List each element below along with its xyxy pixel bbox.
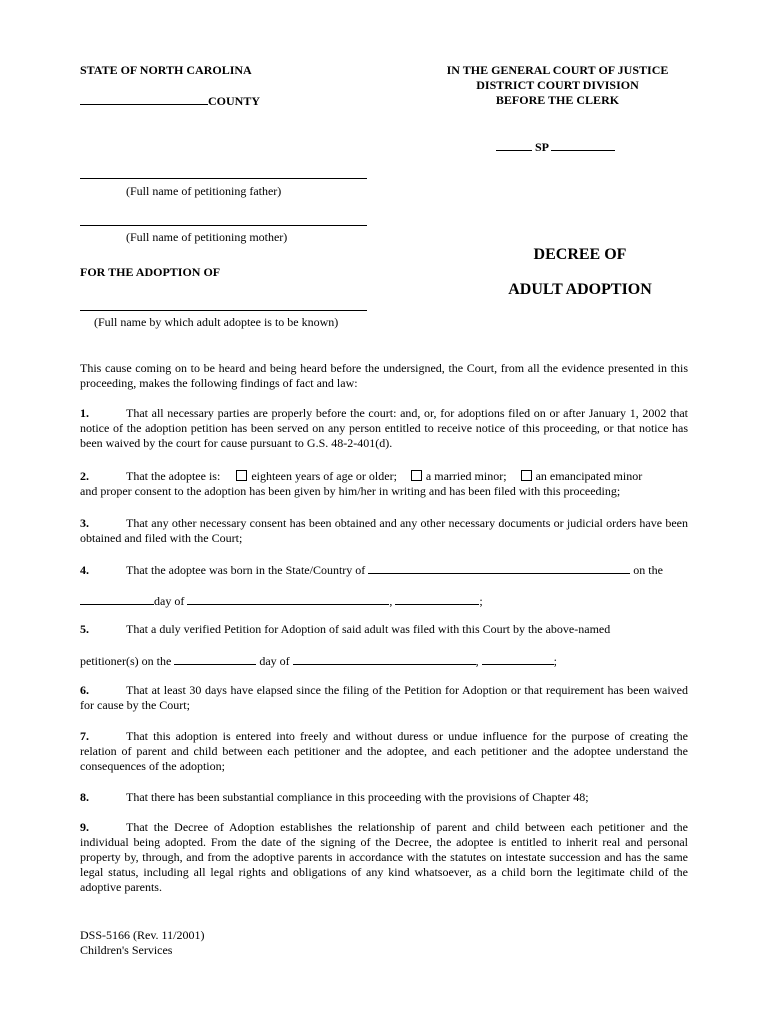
- sp-label: SP: [535, 140, 549, 154]
- decree-title-line1: DECREE OF: [533, 246, 627, 263]
- birth-day-blank[interactable]: [80, 593, 154, 605]
- form-number: DSS-5166 (Rev. 11/2001): [80, 928, 205, 942]
- intro-paragraph: This cause coming on to be heard and being heard before the undersigned, the Court, from all the evidence presented in this proceeding, makes the following findings of fact and law:: [80, 361, 688, 390]
- state-heading: STATE OF NORTH CAROLINA: [80, 63, 252, 77]
- adoptee-name-field[interactable]: [80, 298, 367, 311]
- finding-9-number: 9.: [80, 820, 89, 834]
- finding-8-number: 8.: [80, 790, 89, 804]
- finding-1-text: That all necessary parties are properly before the court: and, or, for adoptions filed on or after January 1, 2002 that notice of the adoption petition has been served on any person entitled to receive notice of this proceeding, or that notice has been waived by the court for cause pursuant to G.S. 48-2-401(d).: [80, 406, 688, 450]
- finding-5-date-line: petitioner(s) on the day of , ;: [80, 654, 557, 668]
- finding-6-number: 6.: [80, 683, 89, 697]
- finding-4: [80, 562, 688, 578]
- finding-5: [80, 622, 688, 637]
- finding-3-text: That any other necessary consent has been obtained and any other necessary documents or judicial orders have been obtained and filed with the Court;: [80, 516, 688, 545]
- sp-number-line: [496, 139, 615, 155]
- father-name-field[interactable]: [80, 166, 367, 179]
- department-name: Children's Services: [80, 943, 173, 957]
- finding-7: [80, 729, 688, 774]
- finding-2-lead: That the adoptee is:: [126, 469, 221, 483]
- court-line-1: IN THE GENERAL COURT OF JUSTICE: [446, 63, 669, 77]
- checkbox-eighteen-or-older[interactable]: [236, 470, 247, 481]
- finding-2-number: 2.: [80, 469, 89, 483]
- option-married-minor-label: a married minor;: [425, 469, 507, 483]
- court-line-2: DISTRICT COURT DIVISION: [476, 78, 639, 92]
- finding-5-petitioner: petitioner(s) on the: [80, 654, 172, 668]
- decree-title-line2: ADULT ADOPTION: [508, 281, 652, 298]
- finding-2: [80, 469, 688, 499]
- finding-8-text: That there has been substantial compliance in this proceeding with the provisions of Chapter 48;: [126, 790, 589, 804]
- court-line-3: BEFORE THE CLERK: [495, 93, 620, 107]
- adoptee-name-label: (Full name by which adult adoptee is to be known): [94, 315, 339, 329]
- county-line: [80, 93, 260, 109]
- county-label: COUNTY: [208, 94, 261, 108]
- option-emancipated-label: an emancipated minor: [535, 469, 643, 483]
- court-heading: [430, 63, 685, 108]
- finding-7-text: That this adoption is entered into freely and without duress or undue influence for the purpose of creating the relation of parent and child between each petitioner and the adoptee, and each petitioner and the adoptee understand the consequences of the adoption;: [80, 729, 688, 773]
- option-eighteen-label: eighteen years of age or older;: [251, 469, 397, 483]
- checkbox-married-minor[interactable]: [411, 470, 422, 481]
- birth-year-blank[interactable]: [395, 593, 479, 605]
- finding-5-number: 5.: [80, 622, 89, 636]
- sp-prefix-blank[interactable]: [496, 139, 532, 151]
- birth-state-country-blank[interactable]: [368, 562, 630, 574]
- form-footer: [80, 928, 204, 958]
- finding-5-text: That a duly verified Petition for Adoption of said adult was filed with this Court by the above-named: [126, 622, 611, 636]
- adoption-of-heading: FOR THE ADOPTION OF: [80, 265, 221, 279]
- finding-4-on-the: on the: [633, 563, 663, 577]
- petition-month-blank[interactable]: [293, 653, 476, 665]
- checkbox-emancipated-minor[interactable]: [521, 470, 532, 481]
- finding-4-text: That the adoptee was born in the State/Country of: [126, 563, 366, 577]
- sp-number-blank[interactable]: [551, 139, 615, 151]
- petition-year-blank[interactable]: [482, 653, 554, 665]
- finding-4-day-of: day of: [154, 594, 185, 608]
- finding-9-text: That the Decree of Adoption establishes the relationship of parent and child between each petitioner and the individual being adopted. From the date of the signing of the Decree, the adoptee is entitled to inherit real and personal property by, through, and from the adoptive parents in accordance with the statutes on intestate succession and has the same legal status, including all legal rights and obligations of any kind whatsoever, as a child born the legitimate child of the adoptive parents.: [80, 820, 688, 894]
- finding-3-number: 3.: [80, 516, 89, 530]
- finding-8: [80, 790, 688, 805]
- mother-name-field[interactable]: [80, 213, 367, 226]
- finding-6: [80, 683, 688, 713]
- finding-3: [80, 516, 688, 546]
- mother-name-label: (Full name of petitioning mother): [126, 230, 288, 244]
- finding-4-number: 4.: [80, 563, 89, 577]
- county-blank[interactable]: [80, 93, 208, 105]
- petition-day-blank[interactable]: [174, 653, 256, 665]
- finding-5-day-of: day of: [259, 654, 290, 668]
- finding-7-number: 7.: [80, 729, 89, 743]
- finding-1-number: 1.: [80, 406, 89, 420]
- finding-9: [80, 820, 688, 895]
- finding-1: [80, 406, 688, 451]
- finding-6-text: That at least 30 days have elapsed since the filing of the Petition for Adoption or that requirement has been waived for cause by the Court;: [80, 683, 688, 712]
- finding-4-date-line: day of , ;: [80, 593, 483, 609]
- father-name-label: (Full name of petitioning father): [126, 184, 282, 198]
- birth-month-blank[interactable]: [187, 593, 389, 605]
- finding-2-tail: and proper consent to the adoption has been given by him/her in writing and has been filed with this proceeding;: [80, 484, 621, 498]
